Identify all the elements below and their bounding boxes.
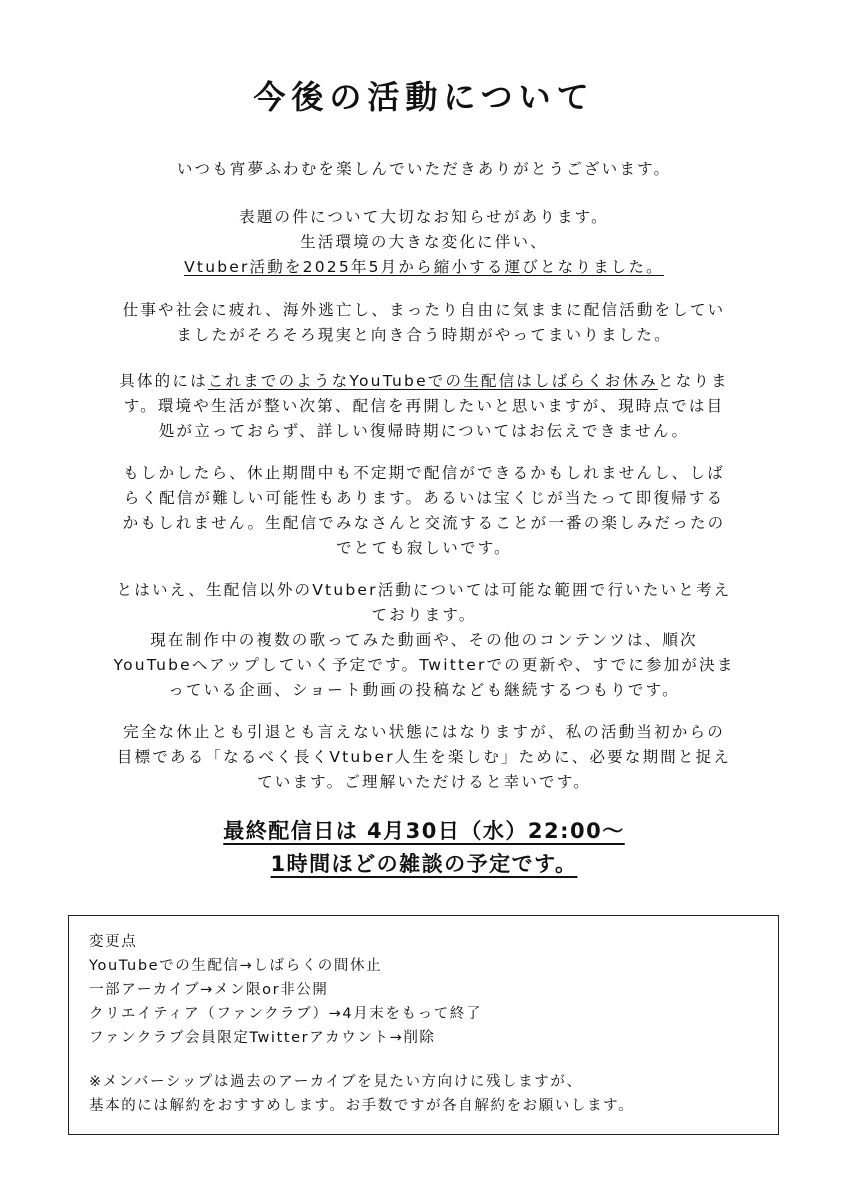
changes-box <box>68 915 779 1135</box>
change-item: クリエイティア（ファンクラブ）→4月末をもって終了 <box>89 1006 482 1022</box>
paragraph-line: 仕事や社会に疲れ、海外逃亡し、まったり自由に気ままに配信活動をしてい <box>122 301 726 319</box>
paragraph-line: でとても寂しいです。 <box>336 539 512 557</box>
paragraph-text: 具体的には <box>119 372 208 390</box>
final-stream-info <box>0 815 848 881</box>
paragraph-line: す。環境や生活が整い次第、配信を再開したいと思いますが、現時点では目 <box>123 397 725 415</box>
change-item: YouTubeでの生配信→しばらくの間休止 <box>89 958 383 974</box>
details-paragraph <box>70 369 778 444</box>
paragraph-line: っている企画、ショート動画の投稿なども継続するつもりです。 <box>168 681 680 699</box>
underlined-announcement: Vtuber活動を2025年5月から縮小する運びとなりました。 <box>184 258 664 276</box>
change-item: ファンクラブ会員限定Twitterアカウント→削除 <box>89 1030 436 1046</box>
membership-note: ※メンバーシップは過去のアーカイブを見たい方向けに残しますが、 <box>89 1074 583 1090</box>
possibility-paragraph <box>70 461 778 561</box>
paragraph-line: 目標である「なるべく長くVtuber人生を楽しむ」ために、必要な期間と捉え <box>116 748 732 766</box>
paragraph-line: もしかしたら、休止期間中も不定期で配信ができるかもしれませんし、しば <box>123 464 725 482</box>
paragraph-line: 表題の件について大切なお知らせがあります。 <box>239 208 609 226</box>
paragraph-text: となりま <box>657 372 729 390</box>
paragraph-line: 生活環境の大きな変化に伴い、 <box>300 233 548 251</box>
underlined-stream-pause: これまでのようなYouTubeでの生配信はしばらくお休み <box>207 372 658 390</box>
page-title: 今後の活動について <box>253 78 595 116</box>
paragraph-line: ております。 <box>371 606 477 624</box>
membership-note: 基本的には解約をおすすめします。お手数ですが各自解約をお願いします。 <box>89 1098 635 1114</box>
paragraph-line: かもしれません。生配信でみなさんと交流することが一番の楽しみだったの <box>122 514 726 532</box>
paragraph-line: 完全な休止とも引退とも言えない状態にはなりますが、私の活動当初からの <box>123 723 725 741</box>
paragraph-line: YouTubeへアップしていく予定です。Twitterでの更新や、すでに参加が決ま <box>113 656 735 674</box>
paragraph-line: ましたがそろそろ現実と向き合う時期がやってまいりました。 <box>176 326 672 344</box>
reason-paragraph <box>70 298 778 348</box>
final-stream-plan: 1時間ほどの雑談の予定です。 <box>270 852 578 876</box>
greeting-paragraph <box>70 157 778 182</box>
paragraph-line: らく配信が難しい可能性もあります。あるいは宝くじが当たって即復帰する <box>123 489 725 507</box>
paragraph-line: 現在制作中の複数の歌ってみた動画や、その他のコンテンツは、順次 <box>150 631 698 649</box>
notice-paragraph <box>70 205 778 280</box>
paragraph-line: とはいえ、生配信以外のVtuber活動については可能な範囲で行いたいと考え <box>116 581 732 599</box>
activities-paragraph <box>70 578 778 703</box>
paragraph-line: いつも宵夢ふわむを楽しんでいただきありがとうございます。 <box>176 160 672 178</box>
final-stream-date: 最終配信日は 4月30日（水）22:00～ <box>223 819 625 843</box>
closing-paragraph <box>70 720 778 795</box>
change-item: 一部アーカイブ→メン限or非公開 <box>89 982 329 998</box>
paragraph-line: ています。ご理解いただけると幸いです。 <box>257 773 591 791</box>
changes-heading: 変更点 <box>89 934 138 950</box>
changes-content <box>89 930 634 1118</box>
paragraph-line: 処が立っておらず、詳しい復帰時期についてはお伝えできません。 <box>158 422 690 440</box>
